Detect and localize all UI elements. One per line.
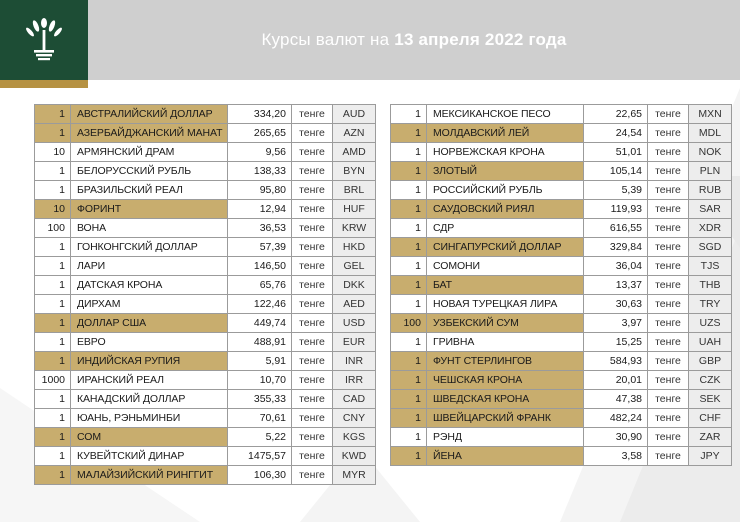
- page-title-date: 13 апреля 2022 года: [394, 30, 567, 49]
- currency-quantity: 1: [391, 257, 427, 276]
- currency-rate: 65,76: [228, 276, 292, 295]
- table-row: [391, 105, 732, 124]
- currency-code: INR: [333, 352, 376, 371]
- currency-unit: тенге: [648, 314, 689, 333]
- currency-rate: 329,84: [584, 238, 648, 257]
- currency-rate: 5,22: [228, 428, 292, 447]
- currency-code: SEK: [689, 390, 732, 409]
- currency-rate: 146,50: [228, 257, 292, 276]
- header-underline: [88, 80, 740, 88]
- currency-name: МАЛАЙЗИЙСКИЙ РИНГГИТ: [71, 466, 228, 485]
- currency-code: AED: [333, 295, 376, 314]
- currency-unit: тенге: [292, 295, 333, 314]
- table-row: [391, 257, 732, 276]
- currency-name: ИРАНСКИЙ РЕАЛ: [71, 371, 228, 390]
- currency-rate: 3,97: [584, 314, 648, 333]
- currency-code: SAR: [689, 200, 732, 219]
- currency-unit: тенге: [648, 162, 689, 181]
- currency-quantity: 1: [35, 162, 71, 181]
- currency-code: AUD: [333, 105, 376, 124]
- currency-quantity: 1: [391, 447, 427, 466]
- currency-rate: 616,55: [584, 219, 648, 238]
- currency-unit: тенге: [648, 333, 689, 352]
- currency-rate: 13,37: [584, 276, 648, 295]
- currency-quantity: 1: [35, 447, 71, 466]
- currency-rate: 482,24: [584, 409, 648, 428]
- currency-rate: 355,33: [228, 390, 292, 409]
- currency-unit: тенге: [292, 219, 333, 238]
- table-row: [35, 143, 376, 162]
- currency-unit: тенге: [292, 466, 333, 485]
- currency-quantity: 1: [35, 105, 71, 124]
- currency-quantity: 1: [35, 352, 71, 371]
- currency-name: БАТ: [427, 276, 584, 295]
- currency-name: ДАТСКАЯ КРОНА: [71, 276, 228, 295]
- currency-code: UAH: [689, 333, 732, 352]
- table-row: [35, 276, 376, 295]
- currency-quantity: 1: [35, 466, 71, 485]
- currency-quantity: 1: [391, 409, 427, 428]
- currency-rate: 119,93: [584, 200, 648, 219]
- table-row: [391, 428, 732, 447]
- currency-name: РЭНД: [427, 428, 584, 447]
- currency-rate: 488,91: [228, 333, 292, 352]
- currency-name: ЮАНЬ, РЭНЬМИНБИ: [71, 409, 228, 428]
- currency-quantity: 10: [35, 143, 71, 162]
- currency-name: САУДОВСКИЙ РИЯЛ: [427, 200, 584, 219]
- currency-rate: 584,93: [584, 352, 648, 371]
- currency-code: CNY: [333, 409, 376, 428]
- currency-quantity: 1: [35, 428, 71, 447]
- currency-rates-tables: [0, 88, 740, 522]
- table-row: [35, 371, 376, 390]
- currency-code: BYN: [333, 162, 376, 181]
- currency-quantity: 1: [35, 314, 71, 333]
- currency-name: СДР: [427, 219, 584, 238]
- currency-quantity: 1: [35, 390, 71, 409]
- currency-rate: 105,14: [584, 162, 648, 181]
- currency-unit: тенге: [648, 295, 689, 314]
- currency-name: АРМЯНСКИЙ ДРАМ: [71, 143, 228, 162]
- currency-rate: 22,65: [584, 105, 648, 124]
- table-row: [35, 181, 376, 200]
- currency-rate: 24,54: [584, 124, 648, 143]
- currency-unit: тенге: [648, 371, 689, 390]
- currency-table-left: [34, 104, 376, 485]
- currency-rate: 47,38: [584, 390, 648, 409]
- currency-name: КУВЕЙТСКИЙ ДИНАР: [71, 447, 228, 466]
- currency-unit: тенге: [292, 143, 333, 162]
- currency-name: ЙЕНА: [427, 447, 584, 466]
- currency-quantity: 1: [391, 428, 427, 447]
- table-row: [391, 333, 732, 352]
- currency-name: МЕКСИКАНСКОЕ ПЕСО: [427, 105, 584, 124]
- currency-rate: 5,91: [228, 352, 292, 371]
- currency-unit: тенге: [292, 105, 333, 124]
- currency-unit: тенге: [648, 219, 689, 238]
- currency-code: EUR: [333, 333, 376, 352]
- currency-quantity: 1: [391, 371, 427, 390]
- currency-name: ФОРИНТ: [71, 200, 228, 219]
- currency-rate: 30,63: [584, 295, 648, 314]
- currency-code: KWD: [333, 447, 376, 466]
- currency-code: IRR: [333, 371, 376, 390]
- table-row: [35, 352, 376, 371]
- currency-name: НОРВЕЖСКАЯ КРОНА: [427, 143, 584, 162]
- currency-quantity: 1: [391, 124, 427, 143]
- currency-unit: тенге: [648, 276, 689, 295]
- currency-name: ФУНТ СТЕРЛИНГОВ: [427, 352, 584, 371]
- left-column: [34, 104, 376, 485]
- currency-rate: 3,58: [584, 447, 648, 466]
- currency-name: НОВАЯ ТУРЕЦКАЯ ЛИРА: [427, 295, 584, 314]
- currency-name: РОССИЙСКИЙ РУБЛЬ: [427, 181, 584, 200]
- currency-unit: тенге: [648, 257, 689, 276]
- currency-code: KRW: [333, 219, 376, 238]
- currency-name: ЧЕШСКАЯ КРОНА: [427, 371, 584, 390]
- currency-unit: тенге: [648, 181, 689, 200]
- currency-rate: 5,39: [584, 181, 648, 200]
- currency-unit: тенге: [292, 428, 333, 447]
- currency-unit: тенге: [292, 390, 333, 409]
- currency-code: DKK: [333, 276, 376, 295]
- currency-rate: 9,56: [228, 143, 292, 162]
- currency-code: NOK: [689, 143, 732, 162]
- currency-table-right: [390, 104, 732, 466]
- currency-quantity: 1: [35, 124, 71, 143]
- page-title: [88, 0, 740, 80]
- currency-unit: тенге: [648, 124, 689, 143]
- table-row: [391, 219, 732, 238]
- currency-quantity: 10: [35, 200, 71, 219]
- table-row: [391, 314, 732, 333]
- national-bank-emblem-icon: [24, 14, 64, 66]
- table-row: [35, 447, 376, 466]
- currency-code: THB: [689, 276, 732, 295]
- table-row: [391, 162, 732, 181]
- table-row: [391, 352, 732, 371]
- currency-code: CHF: [689, 409, 732, 428]
- page-title-regular: Курсы валют на: [261, 30, 390, 49]
- currency-quantity: 1: [391, 200, 427, 219]
- currency-code: UZS: [689, 314, 732, 333]
- currency-unit: тенге: [292, 314, 333, 333]
- currency-unit: тенге: [292, 238, 333, 257]
- currency-name: ЗЛОТЫЙ: [427, 162, 584, 181]
- currency-name: ДИРХАМ: [71, 295, 228, 314]
- table-row: [391, 276, 732, 295]
- currency-quantity: 100: [391, 314, 427, 333]
- page-header: [0, 0, 740, 80]
- currency-unit: тенге: [648, 409, 689, 428]
- table-row: [391, 371, 732, 390]
- currency-unit: тенге: [648, 352, 689, 371]
- currency-name: ШВЕДСКАЯ КРОНА: [427, 390, 584, 409]
- currency-rate: 138,33: [228, 162, 292, 181]
- currency-rate: 70,61: [228, 409, 292, 428]
- table-row: [391, 124, 732, 143]
- currency-code: HUF: [333, 200, 376, 219]
- currency-unit: тенге: [292, 257, 333, 276]
- currency-rate: 36,04: [584, 257, 648, 276]
- table-row: [391, 181, 732, 200]
- currency-code: BRL: [333, 181, 376, 200]
- currency-code: MXN: [689, 105, 732, 124]
- table-row: [35, 428, 376, 447]
- currency-quantity: 1: [391, 143, 427, 162]
- currency-rate: 122,46: [228, 295, 292, 314]
- currency-code: RUB: [689, 181, 732, 200]
- currency-code: MDL: [689, 124, 732, 143]
- currency-unit: тенге: [292, 333, 333, 352]
- currency-quantity: 1: [391, 162, 427, 181]
- currency-unit: тенге: [648, 105, 689, 124]
- currency-code: MYR: [333, 466, 376, 485]
- table-row: [35, 314, 376, 333]
- currency-code: KGS: [333, 428, 376, 447]
- currency-name: ШВЕЙЦАРСКИЙ ФРАНК: [427, 409, 584, 428]
- currency-rate: 1475,57: [228, 447, 292, 466]
- currency-quantity: 1: [391, 390, 427, 409]
- currency-unit: тенге: [648, 238, 689, 257]
- currency-rate: 15,25: [584, 333, 648, 352]
- currency-quantity: 1: [35, 257, 71, 276]
- currency-rate: 10,70: [228, 371, 292, 390]
- currency-name: ГОНКОНГСКИЙ ДОЛЛАР: [71, 238, 228, 257]
- currency-name: БРАЗИЛЬСКИЙ РЕАЛ: [71, 181, 228, 200]
- currency-rate: 57,39: [228, 238, 292, 257]
- currency-quantity: 1: [391, 181, 427, 200]
- currency-code: AMD: [333, 143, 376, 162]
- currency-quantity: 1: [35, 333, 71, 352]
- currency-quantity: 1: [35, 295, 71, 314]
- currency-code: SGD: [689, 238, 732, 257]
- currency-name: АВСТРАЛИЙСКИЙ ДОЛЛАР: [71, 105, 228, 124]
- table-row: [35, 162, 376, 181]
- currency-quantity: 1: [35, 409, 71, 428]
- right-column: [390, 104, 732, 466]
- currency-code: CAD: [333, 390, 376, 409]
- currency-quantity: 1: [391, 238, 427, 257]
- currency-unit: тенге: [648, 447, 689, 466]
- currency-name: БЕЛОРУССКИЙ РУБЛЬ: [71, 162, 228, 181]
- table-row: [391, 200, 732, 219]
- currency-code: TRY: [689, 295, 732, 314]
- currency-code: AZN: [333, 124, 376, 143]
- currency-quantity: 1: [35, 276, 71, 295]
- currency-quantity: 100: [35, 219, 71, 238]
- currency-rate: 106,30: [228, 466, 292, 485]
- currency-code: HKD: [333, 238, 376, 257]
- currency-unit: тенге: [292, 276, 333, 295]
- currency-unit: тенге: [292, 352, 333, 371]
- currency-code: GBP: [689, 352, 732, 371]
- table-row: [35, 238, 376, 257]
- currency-unit: тенге: [292, 162, 333, 181]
- logo-container: [0, 0, 88, 80]
- currency-unit: тенге: [648, 143, 689, 162]
- table-row: [35, 409, 376, 428]
- currency-unit: тенге: [292, 200, 333, 219]
- table-row: [391, 238, 732, 257]
- table-row: [35, 257, 376, 276]
- table-row: [35, 105, 376, 124]
- currency-rate: 30,90: [584, 428, 648, 447]
- currency-name: МОЛДАВСКИЙ ЛЕЙ: [427, 124, 584, 143]
- currency-unit: тенге: [648, 200, 689, 219]
- currency-quantity: 1: [35, 181, 71, 200]
- currency-name: УЗБЕКСКИЙ СУМ: [427, 314, 584, 333]
- currency-name: КАНАДСКИЙ ДОЛЛАР: [71, 390, 228, 409]
- table-row: [35, 333, 376, 352]
- currency-rate: 334,20: [228, 105, 292, 124]
- currency-rate: 20,01: [584, 371, 648, 390]
- currency-code: JPY: [689, 447, 732, 466]
- currency-quantity: 1: [35, 238, 71, 257]
- currency-unit: тенге: [292, 124, 333, 143]
- currency-code: GEL: [333, 257, 376, 276]
- currency-rate: 12,94: [228, 200, 292, 219]
- currency-quantity: 1: [391, 295, 427, 314]
- currency-code: USD: [333, 314, 376, 333]
- gold-accent-bar: [0, 80, 88, 88]
- table-row: [391, 295, 732, 314]
- table-row: [35, 295, 376, 314]
- currency-quantity: 1: [391, 105, 427, 124]
- currency-rate: 95,80: [228, 181, 292, 200]
- currency-code: CZK: [689, 371, 732, 390]
- currency-unit: тенге: [648, 428, 689, 447]
- currency-rate: 51,01: [584, 143, 648, 162]
- currency-name: СОМ: [71, 428, 228, 447]
- currency-name: ВОНА: [71, 219, 228, 238]
- currency-quantity: 1: [391, 219, 427, 238]
- currency-code: PLN: [689, 162, 732, 181]
- currency-rate: 449,74: [228, 314, 292, 333]
- currency-quantity: 1: [391, 276, 427, 295]
- table-row: [391, 447, 732, 466]
- currency-name: ГРИВНА: [427, 333, 584, 352]
- currency-unit: тенге: [648, 390, 689, 409]
- currency-name: СИНГАПУРСКИЙ ДОЛЛАР: [427, 238, 584, 257]
- table-row: [391, 143, 732, 162]
- table-row: [35, 390, 376, 409]
- currency-code: XDR: [689, 219, 732, 238]
- currency-quantity: 1: [391, 352, 427, 371]
- currency-rate: 265,65: [228, 124, 292, 143]
- currency-name: ЛАРИ: [71, 257, 228, 276]
- table-row: [35, 466, 376, 485]
- currency-quantity: 1: [391, 333, 427, 352]
- table-row: [391, 390, 732, 409]
- currency-rate: 36,53: [228, 219, 292, 238]
- currency-code: ZAR: [689, 428, 732, 447]
- currency-unit: тенге: [292, 447, 333, 466]
- table-row: [35, 200, 376, 219]
- currency-unit: тенге: [292, 371, 333, 390]
- currency-name: ЕВРО: [71, 333, 228, 352]
- currency-unit: тенге: [292, 181, 333, 200]
- currency-name: АЗЕРБАЙДЖАНСКИЙ МАНАТ: [71, 124, 228, 143]
- currency-name: ИНДИЙСКАЯ РУПИЯ: [71, 352, 228, 371]
- currency-quantity: 1000: [35, 371, 71, 390]
- table-row: [35, 124, 376, 143]
- currency-code: TJS: [689, 257, 732, 276]
- currency-name: СОМОНИ: [427, 257, 584, 276]
- currency-unit: тенге: [292, 409, 333, 428]
- currency-name: ДОЛЛАР США: [71, 314, 228, 333]
- table-row: [35, 219, 376, 238]
- table-row: [391, 409, 732, 428]
